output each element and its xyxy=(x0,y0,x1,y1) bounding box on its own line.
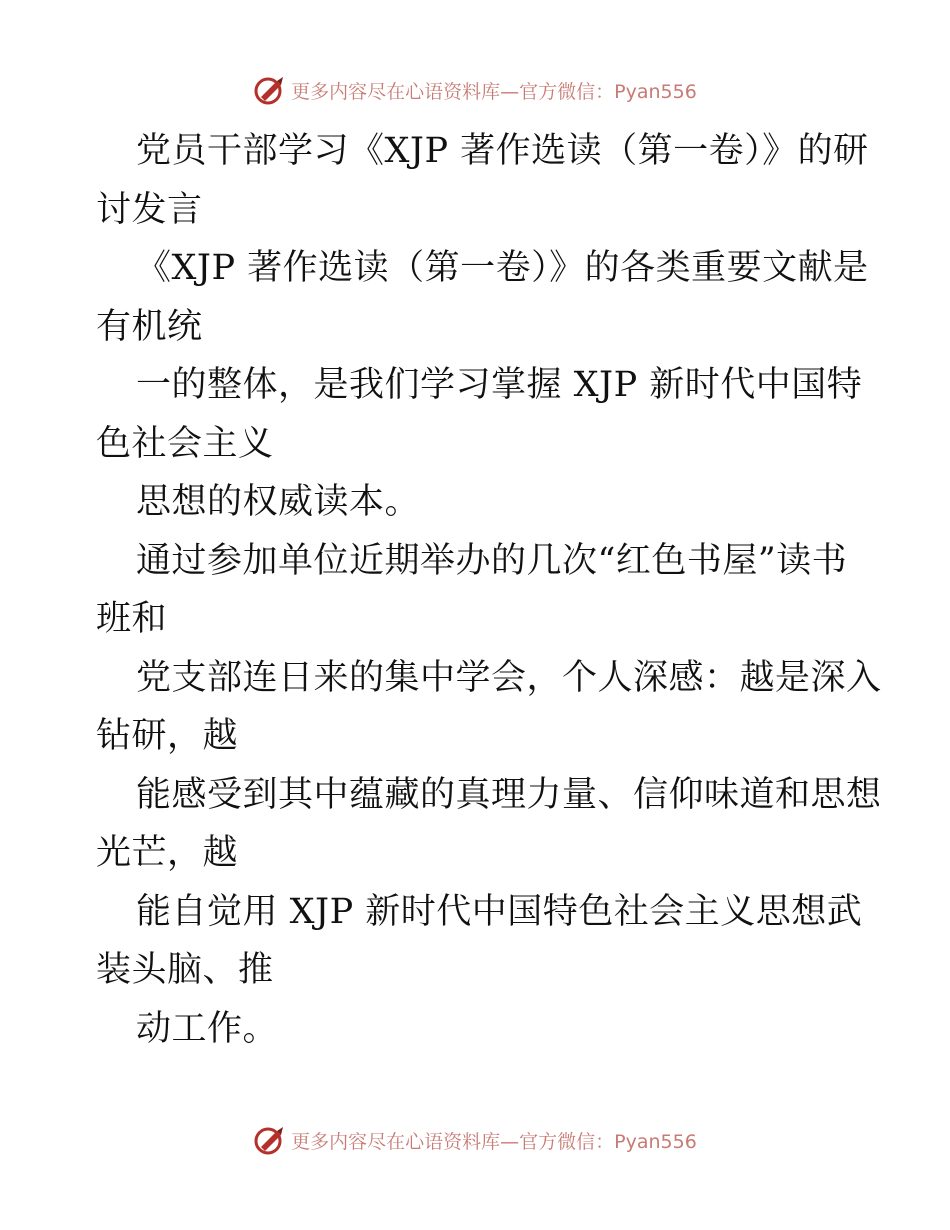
text-line: 党支部连日来的集中学会，个人深感：越是深入 xyxy=(136,657,882,698)
footer-banner xyxy=(0,1120,950,1160)
text-line: 装头脑、推 xyxy=(96,950,274,990)
text-line: 有机统 xyxy=(96,306,203,347)
text-line: 色社会主义 xyxy=(96,423,274,464)
text-line: 光芒，越 xyxy=(96,833,239,873)
text-line: 通过参加单位近期举办的几次“红色书屋”读书 xyxy=(136,540,848,581)
text-line: 党员干部学习《XJP 著作选读（第一卷）》的研 xyxy=(136,131,869,171)
document-body xyxy=(96,122,882,1058)
text-line: 能感受到其中蕴藏的真理力量、信仰味道和思想 xyxy=(136,774,882,815)
text-line: 钻研，越 xyxy=(96,716,239,756)
text-line: 能自觉用 XJP 新时代中国特色社会主义思想武 xyxy=(136,891,863,932)
text-line: 动工作。 xyxy=(136,1008,279,1049)
text-line: 讨发言 xyxy=(96,189,203,230)
pen-logo-icon xyxy=(253,1123,287,1157)
text-line: 班和 xyxy=(96,599,168,639)
header-banner xyxy=(0,70,950,110)
text-line: 思想的权威读本。 xyxy=(136,482,421,522)
text-line: 一的整体，是我们学习掌握 XJP 新时代中国特 xyxy=(136,365,863,405)
header-banner-text: 更多内容尽在心语资料库—官方微信：Pyan556 xyxy=(291,80,697,103)
footer-banner-text: 更多内容尽在心语资料库—官方微信：Pyan556 xyxy=(291,1130,697,1153)
pen-logo-icon xyxy=(253,73,287,107)
text-line: 《XJP 著作选读（第一卷）》的各类重要文献是 xyxy=(136,248,869,288)
